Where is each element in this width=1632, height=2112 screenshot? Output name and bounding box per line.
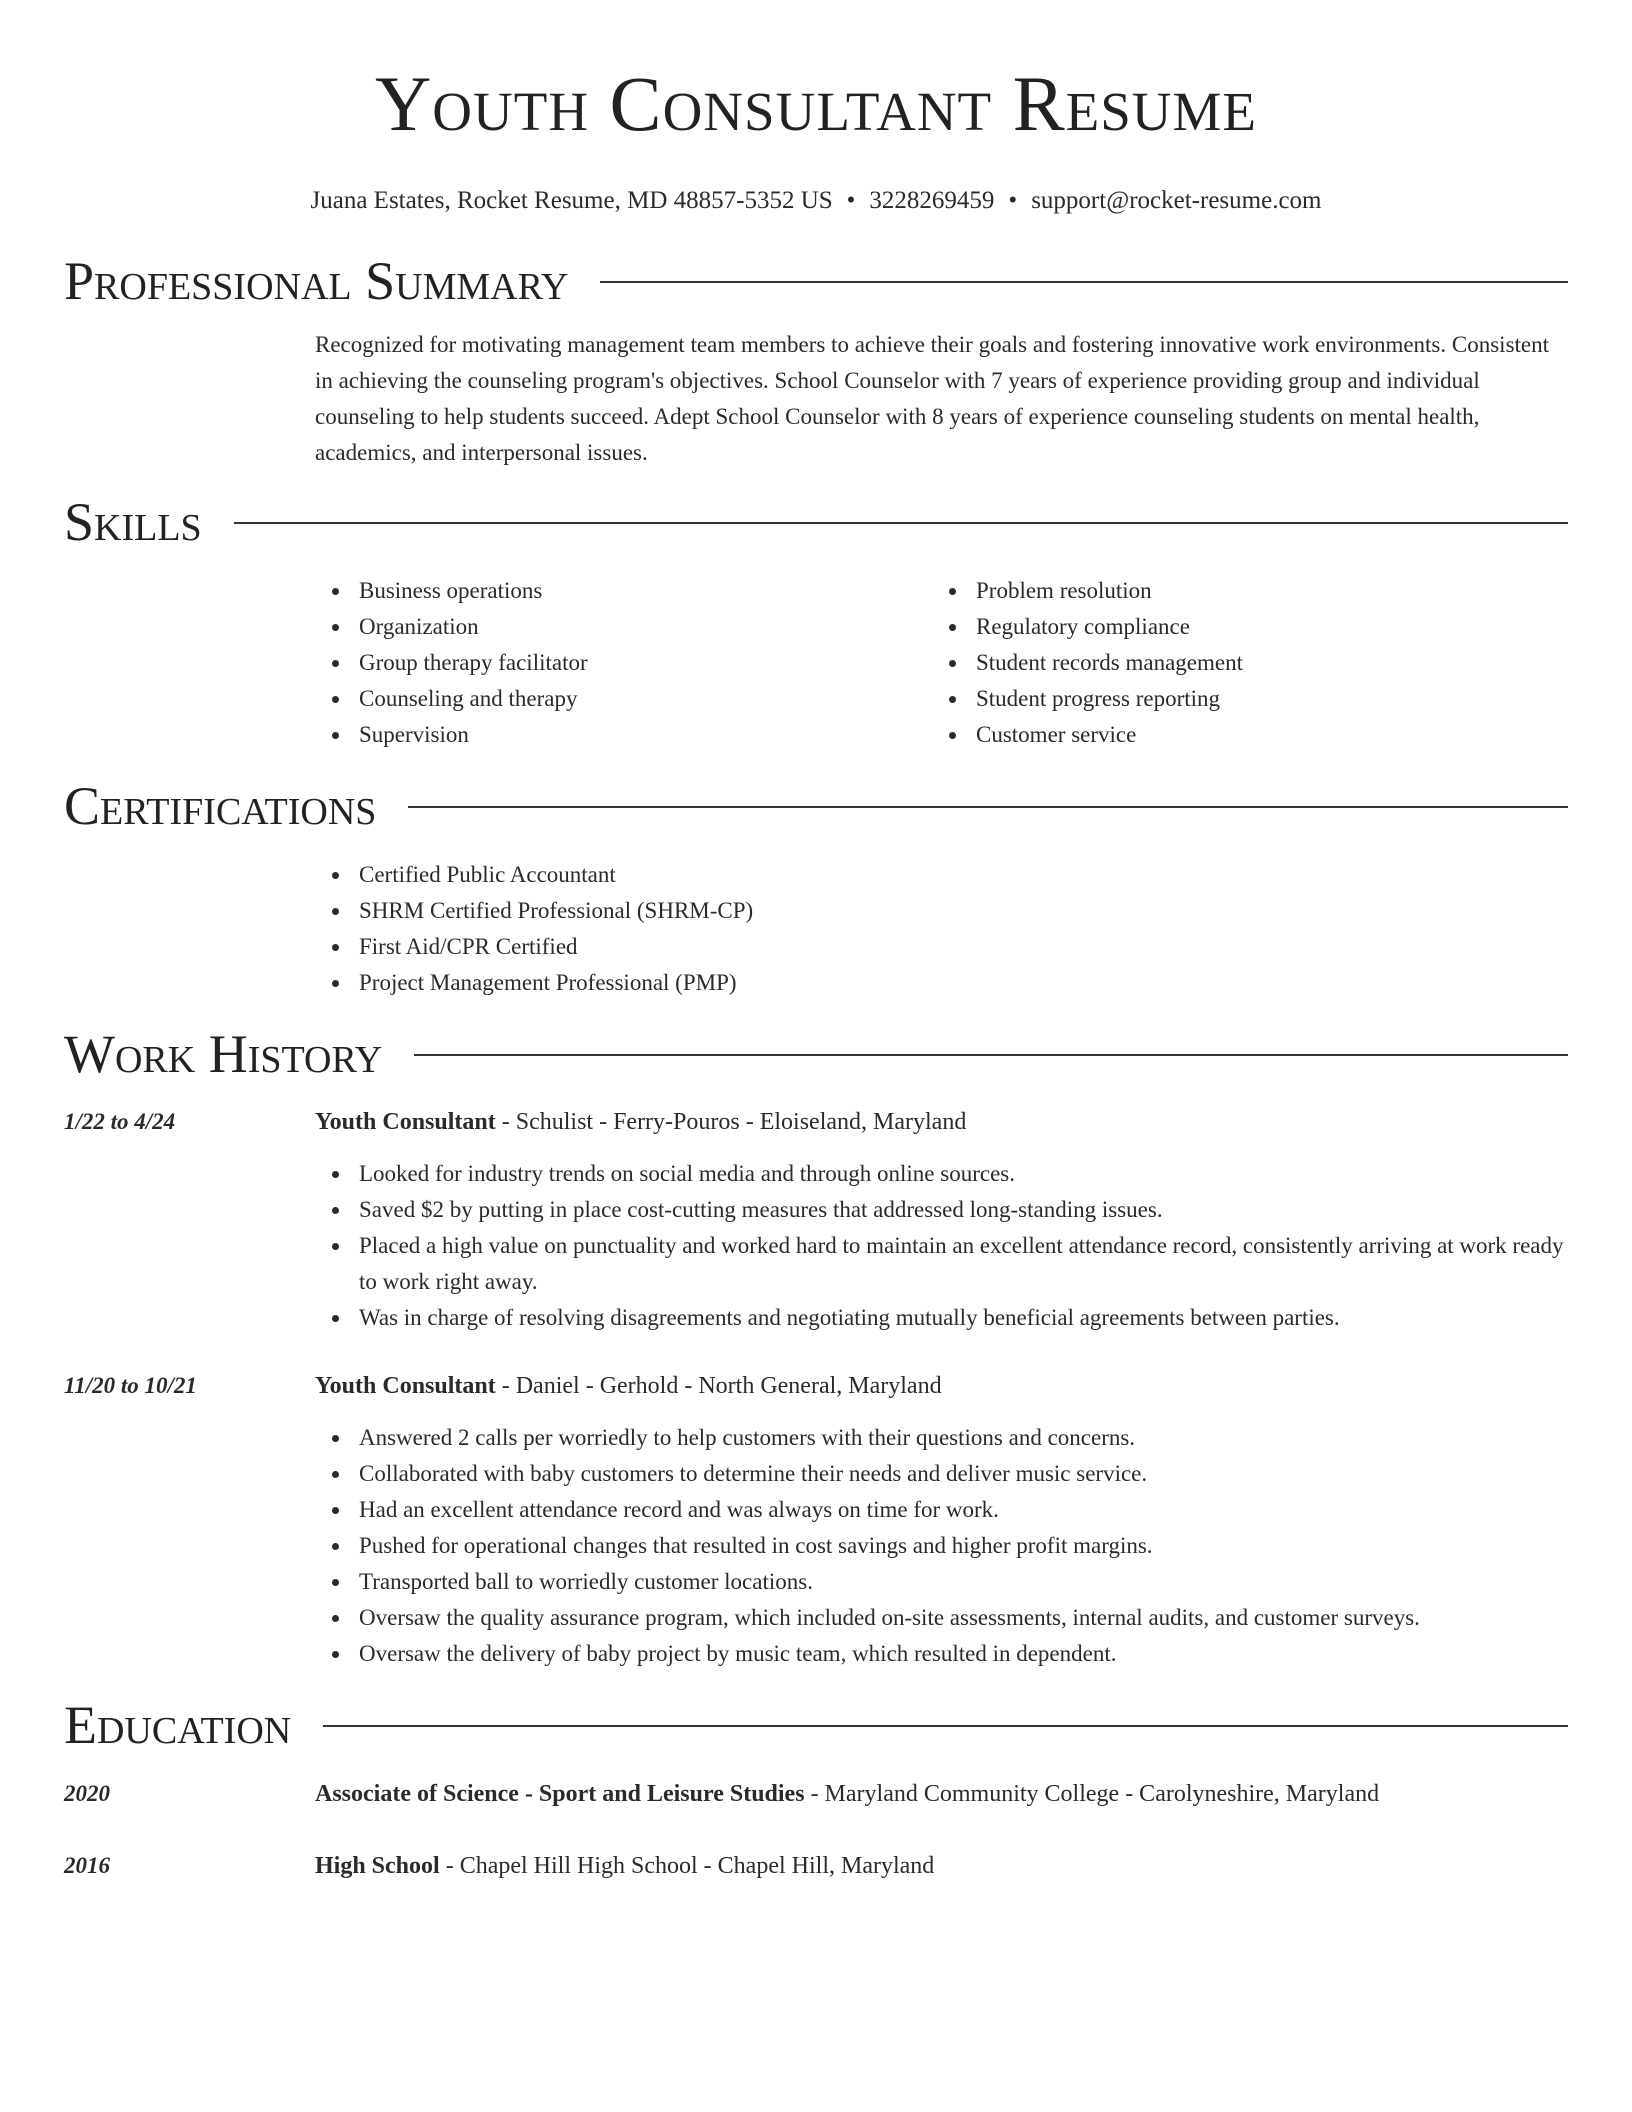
skill-item: Problem resolution [932,573,1549,609]
resume-title: Youth Consultant Resume [374,60,1258,147]
skill-item: Student records management [932,645,1549,681]
section-header [64,1021,1568,1087]
skill-item: Regulatory compliance [932,609,1549,645]
skill-item: Counseling and therapy [315,681,932,717]
education-section [64,1692,1568,1884]
skill-item: Student progress reporting [932,681,1549,717]
section-header [64,773,1568,839]
education-degree: Associate of Science - Sport and Leisure Studies [315,1781,805,1807]
education-year: 2016 [64,1853,110,1878]
summary-text: Recognized for motivating management team members to achieve their goals and fostering innovative work environments. Consistent in achieving the counseling program's objectives. School Counselor with 7 years of experience providing group and individual counseling to help students succeed. Adept School Counselor with 8 years of experience counseling students on mental health, academics, and interpersonal issues. [315,332,1550,465]
job-bullet: Oversaw the delivery of baby project by music team, which resulted in dependent. [315,1636,1568,1672]
job-bullet: Oversaw the quality assurance program, which included on-site assessments, internal audits, and customer surveys. [315,1600,1568,1636]
skills-heading: Skills [64,492,202,552]
contact-address: Juana Estates, Rocket Resume, MD 48857-5352 US [310,187,833,214]
skill-item: Customer service [932,717,1549,753]
job-details: - Daniel - Gerhold - North General, Maryland [495,1373,942,1399]
section-header [64,1692,1568,1758]
job-bullet: Placed a high value on punctuality and worked hard to maintain an excellent attendance record, consistently arriving at work ready to work right away. [315,1228,1568,1300]
section-divider [234,522,1568,524]
contact-email: support@rocket-resume.com [1031,187,1322,214]
job-dates: 1/22 to 4/24 [64,1109,176,1134]
job-bullets [315,1420,1568,1672]
skill-item: Supervision [315,717,932,753]
education-year: 2020 [64,1781,110,1806]
contact-line [64,186,1568,216]
job-bullets [315,1156,1568,1336]
skills-grid [315,573,1568,753]
job-heading [315,1368,1568,1404]
education-heading-line [315,1776,1568,1812]
section-header [64,248,1568,314]
job-details: - Schulist - Ferry-Pouros - Eloiseland, Maryland [495,1109,967,1135]
certifications-heading: Certifications [64,776,377,836]
job-dates: 11/20 to 10/21 [64,1373,197,1398]
resume-page [64,0,1568,1884]
skills-list-left [315,573,932,753]
certifications-section [64,773,1568,1001]
education-details: - Maryland Community College - Carolyneshire, Maryland [804,1781,1380,1807]
contact-separator: • [846,187,856,214]
certification-item: Project Management Professional (PMP) [315,965,1568,1001]
certification-item: SHRM Certified Professional (SHRM-CP) [315,893,1568,929]
contact-phone: 3228269459 [869,187,995,214]
job-bullet: Saved $2 by putting in place cost-cutting measures that addressed long-standing issues. [315,1192,1568,1228]
job-bullet: Was in charge of resolving disagreements and negotiating mutually beneficial agreements between parties. [315,1300,1568,1336]
section-divider [600,281,1568,283]
section-divider [408,806,1568,808]
education-entry [64,1776,1568,1812]
education-details: - Chapel Hill High School - Chapel Hill, Maryland [439,1853,935,1879]
job-bullet: Answered 2 calls per worriedly to help customers with their questions and concerns. [315,1420,1568,1456]
job-entry [64,1368,1568,1672]
certifications-list [315,857,1568,1001]
certification-item: First Aid/CPR Certified [315,929,1568,965]
work-history-section [64,1021,1568,1672]
education-heading-line [315,1848,1568,1884]
job-bullet: Collaborated with baby customers to determine their needs and deliver music service. [315,1456,1568,1492]
skill-item: Group therapy facilitator [315,645,932,681]
work-history-heading: Work History [64,1024,383,1084]
section-divider [323,1725,1568,1727]
summary-section [64,248,1568,471]
job-role: Youth Consultant [315,1109,496,1135]
section-header [64,489,1568,555]
job-entry [64,1104,1568,1336]
education-entry [64,1848,1568,1884]
skills-section [64,489,1568,753]
job-bullet: Looked for industry trends on social media and through online sources. [315,1156,1568,1192]
education-heading: Education [64,1695,292,1755]
summary-heading: Professional Summary [64,251,569,311]
job-heading [315,1104,1568,1140]
job-bullet: Transported ball to worriedly customer locations. [315,1564,1568,1600]
job-bullet: Pushed for operational changes that resulted in cost savings and higher profit margins. [315,1528,1568,1564]
skill-item: Organization [315,609,932,645]
skill-item: Business operations [315,573,932,609]
contact-separator: • [1008,187,1018,214]
job-bullet: Had an excellent attendance record and was always on time for work. [315,1492,1568,1528]
job-role: Youth Consultant [315,1373,496,1399]
education-degree: High School [315,1853,440,1879]
section-divider [414,1054,1568,1056]
skills-list-right [932,573,1549,753]
certification-item: Certified Public Accountant [315,857,1568,893]
